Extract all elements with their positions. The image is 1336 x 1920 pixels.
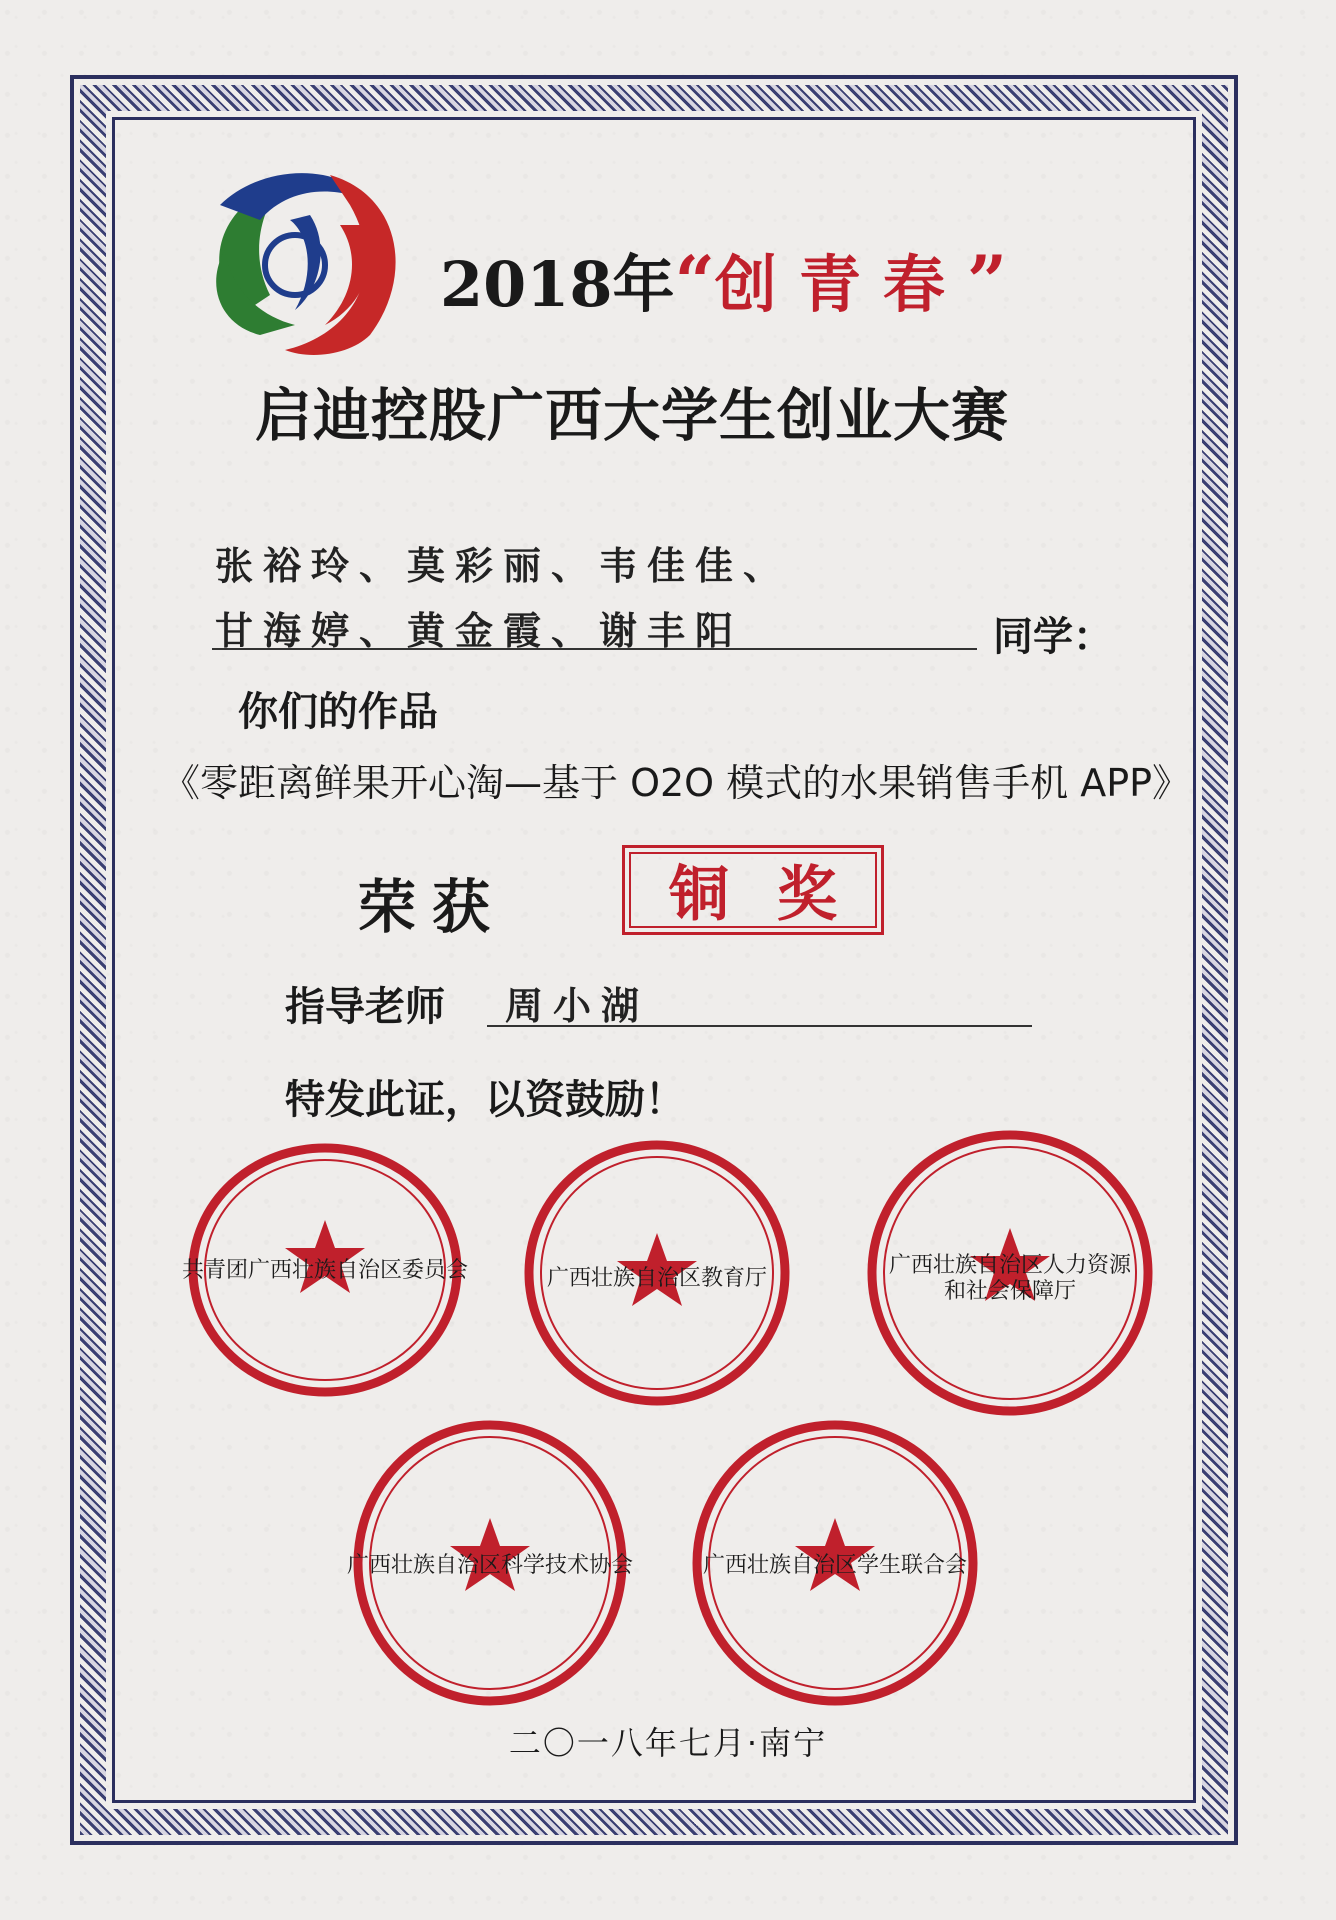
work-title: 《零距离鲜果开心淘—基于 O2O 模式的水果销售手机 APP》 [162,761,1191,805]
seal-youth-league [181,1140,469,1400]
seal-education-dept [522,1138,792,1408]
award-prize: 铜奖 [669,860,885,930]
quote-close: ” [966,240,1008,323]
issue-date: 二〇一八年七月·南宁 [508,1724,828,1762]
title-year: 2018年 [440,248,675,321]
title-brand: 创青春 [714,248,967,321]
seal-student-federation [690,1418,980,1708]
seal-science-association [346,1418,634,1708]
chuangqingchun-logo [200,165,420,365]
recipient-underline [212,648,977,650]
title-year-line [440,235,1007,324]
advisor-name: 周小湖 [505,983,650,1028]
recipient-names-line1: 张裕玲、莫彩丽、韦佳佳、 [215,543,792,588]
advisor-label: 指导老师 [285,984,445,1030]
recipient-suffix: 同学： [993,614,1113,660]
seal-caption: 广西壮族自治区教育厅 [546,1266,768,1291]
seal-caption: 共青团广西壮族自治区委员会 [181,1258,469,1283]
seal-caption: 广西壮族自治区科学技术协会 [346,1553,634,1578]
seal-caption: 广西壮族自治区人力资源 和社会保障厅 [888,1253,1132,1305]
quote-open: “ [674,240,715,323]
award-box [622,845,884,935]
work-intro: 你们的作品 [238,689,438,735]
closing-statement: 特发此证，以资鼓励！ [285,1077,685,1123]
advisor-underline [487,1025,1032,1027]
seal-hr-dept [865,1128,1155,1418]
award-label: 荣获 [358,873,507,941]
seal-caption: 广西壮族自治区学生联合会 [702,1553,968,1578]
recipient-names-line2: 甘海婷、黄金霞、谢丰阳 [215,608,744,653]
competition-title: 启迪控股广西大学生创业大赛 [255,383,1009,449]
